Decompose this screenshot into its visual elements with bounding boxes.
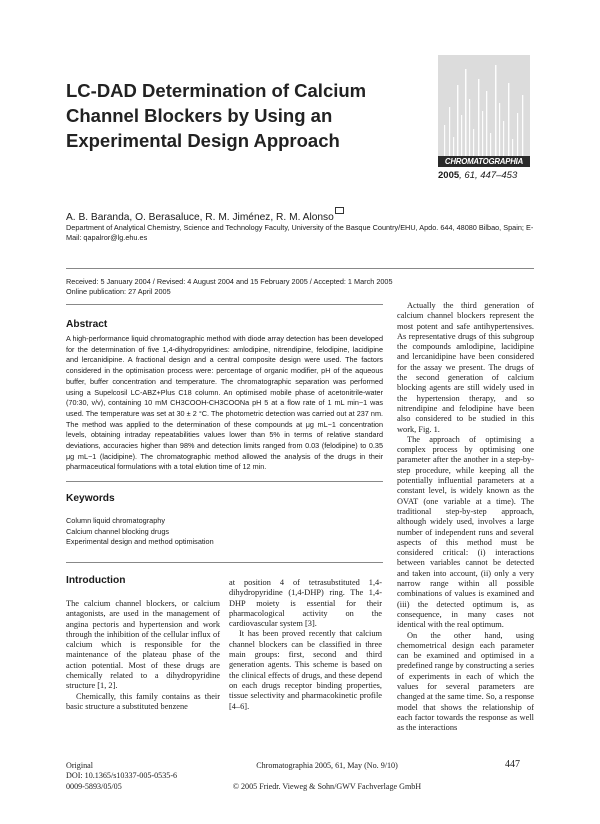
citation: [438, 170, 517, 181]
issn: 0009-5893/05/05: [66, 781, 122, 791]
journal-logo: [438, 55, 530, 167]
keyword-list: [66, 516, 214, 548]
abstract-text: A high-performance liquid chromatographic method with diode array detection has been developed for the determination of five 1,4-dihydropyridines: amlodipine, nitrendipine, felodipine, lacidipine and lercanidipine. A fractional design and a central composite design were used. The factors considered in the optimisation process were: percentage of organic modifier, pH of the aqueous buffer, buffer concentration and temperature. The chromatographic separation was performed using a Supelcosil LC-ABZ+Plus C18 column. An optimised mobile phase of acetonitrile-water (70:30, v/v), containing 10 mM CH3COOH-CH3COONa pH 5 at a flow rate of 1 mL min−1 was used. The temperature was set at 30 ± 2 °C. The photometric detection was carried out at 237 nm. The method was applied to the determination of these compounds at μg mL−1 concentration levels, obtaining intraday repeatabilities values lower than 5% in terms of relative standard deviations, accuracies higher than 98% and detection limits ranged from 0.03 (felodipine) to 0.35 μg mL−1 (lacidipine). The chromatographic method allowed the analysis of the drugs in their pharmaceutical formulations with a total elution time of 12 min.: [66, 334, 383, 472]
paragraph: On the other hand, using chemometrical design each parameter can be examined and optimised in a predefined range by constructing a series of experiments in each of which the values for several parameters are changed at the same time. So, a response model that shows the relationship of each factor towards the response as well as the interactions: [397, 630, 534, 733]
divider: [66, 562, 383, 563]
paragraph: It has been proved recently that calcium channel blockers can be classified in three main groups: first, second and third generation agents. This scheme is based on the clinical effects of drugs, and these depend on each drugs receptor binding properties, tissue selectivity and pharmacokinetic profile [4–6].: [229, 629, 382, 711]
abstract-heading: Abstract: [66, 319, 108, 330]
paragraph: at position 4 of tetrasubstituted 1,4-dihydropyridine (1,4-DHP) ring. The 1,4-DHP moiety is essential for their pharmacological activity on the cardiovascular system [3].: [229, 578, 382, 629]
footer-left: [66, 761, 177, 792]
doi: DOI: 10.1365/s10337-005-0535-6: [66, 771, 178, 781]
article-title: LC-DAD Determination of Calcium Channel Blockers by Using an Experimental Design Approach: [66, 80, 367, 151]
paragraph: Actually the third generation of calcium channel blockers represent the most potent and safe antihypertensives. As representative drugs of this subgroup the compounds amlodipine, lacidipine and lercanidipine have been considered for the assay we present. The drugs of the second generation of calcium blocking agents are still widely used in the hypertension therapy, and so nitrendipine and felodipine have been also considered to be studied in this work, Fig. 1.: [397, 301, 534, 434]
keyword-item: Calcium channel blocking drugs: [66, 526, 170, 536]
paragraph: The calcium channel blockers, or calcium antagonists, are used in the management of angina pectoris and hypertension and work through the inhibition of the cellular influx of calcium which is responsible for the maintenance of the plateau phase of the action potential. Most of these drugs are chemically related to a dihydropyridine structure [1, 2].: [66, 599, 220, 691]
copyright: © 2005 Friedr. Vieweg & Sohn/GWV Fachverlage GmbH: [232, 781, 422, 791]
journal-issue: Chromatographia 2005, 61, May (No. 9/10): [256, 761, 398, 770]
divider: [66, 268, 534, 269]
paragraph: Chemically, this family contains as their basic structure a substituted benzene: [66, 691, 220, 711]
online-date: Online publication: 27 April 2005: [66, 287, 171, 296]
citation-year: 2005: [438, 170, 460, 181]
footer-center: [217, 761, 437, 792]
author-list: [66, 207, 344, 223]
article-type: Original: [66, 761, 93, 770]
intro-column-right: [397, 301, 534, 733]
keywords-heading: Keywords: [66, 493, 115, 504]
paragraph: The approach of optimising a complex process by optimising one parameter after the another in a step-by-step procedure, while keeping all the potentially influential parameters at a constant level, is widely known as the OVAT (one variable at a time). The traditional step-by-step approach, although widely used, involves a large number of independent runs and several aspects of this method must be considered critical: (i) interactions between variables cannot be detected and taken into account, (ii) only a very narrow range within all possible combinations of values is examined and (iii) the detected optimum is, as consequence, in many cases not identical with the real optimum.: [397, 434, 534, 630]
affiliation: Department of Analytical Chemistry, Science and Technology Faculty, University of the Basque Country/EHU, Apdo. 644, 48080 Bilbao, Spain; E-Mail: qapalror@lg.ehu.es: [66, 223, 534, 242]
divider: [66, 304, 383, 305]
journal-logo-wordmark: CHROMATOGRAPHIA: [438, 156, 530, 167]
article-dates: [66, 277, 393, 297]
received-dates: Received: 5 January 2004 / Revised: 4 August 2004 and 15 February 2005 / Accepted: 1 March 2005: [66, 277, 393, 286]
intro-column-left: [66, 599, 220, 712]
keyword-item: Experimental design and method optimisation: [66, 537, 214, 546]
keyword-item: Column liquid chromatography: [66, 516, 165, 525]
introduction-heading: Introduction: [66, 575, 126, 586]
authors-text: A. B. Baranda, O. Berasaluce, R. M. Jiménez, R. M. Alonso: [66, 212, 334, 223]
page-number: 447: [505, 759, 520, 770]
envelope-icon: [335, 207, 344, 214]
intro-column-middle: [229, 578, 382, 712]
chromatogram-logo-graphic: [438, 55, 530, 167]
citation-volume-pages: , 61, 447–453: [459, 170, 518, 181]
divider: [66, 481, 383, 482]
